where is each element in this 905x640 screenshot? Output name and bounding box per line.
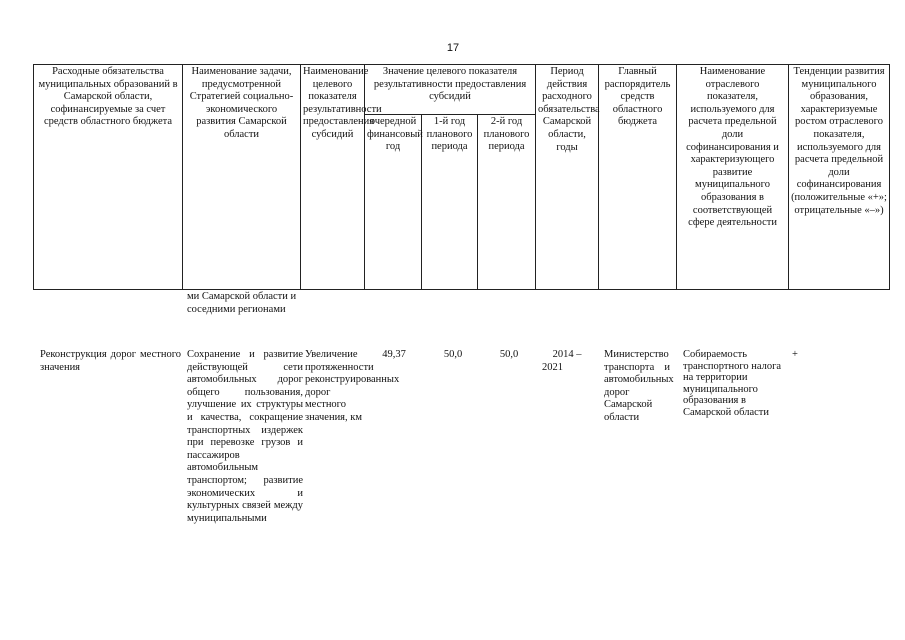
header-current-year: очередной финансовый год bbox=[365, 115, 422, 290]
header-budget-manager: Главный распорядитель средств областного бюджета bbox=[599, 65, 677, 290]
row-manager: Министерство транспорта и автомобильных дорог Самарской области bbox=[604, 349, 674, 423]
header-plan-year-2: 2-й год планового периода bbox=[478, 115, 536, 290]
header-indicator-values: Значение целевого показателя результативности предоставления субсидий bbox=[365, 65, 536, 115]
header-sector-indicator: Наименование отраслевого показателя, используемого для расчета предельной доли софинансирования и характеризующего развитие муниципального образования в соответствующей сфере деятельности bbox=[677, 65, 789, 290]
row-trend: + bbox=[792, 349, 798, 360]
table-header bbox=[33, 64, 890, 290]
row-value-plan1: 50,0 bbox=[443, 349, 463, 360]
header-strategy-task: Наименование задачи, предусмотренной Стратегией социально-экономического развития Самарской области bbox=[183, 65, 301, 290]
header-trend: Тенденции развития муниципального образования, характеризуемые ростом отраслевого показателя, используемого для расчета предельной доли софинансирования (положительные «+»; отрицательные «–») bbox=[789, 65, 890, 290]
row-period: 2014 – 2021 bbox=[542, 349, 582, 373]
header-indicator-name: Наименование целевого показателя результативности предоставления субсидий bbox=[301, 65, 365, 290]
row-value-plan2: 50,0 bbox=[499, 349, 519, 360]
row-indicator: Увеличение протяженности реконструированных дорог местного значения, км bbox=[305, 349, 400, 423]
page-number: 17 bbox=[446, 42, 460, 54]
continued-task-text: ми Самарской области и соседними регионами bbox=[187, 291, 297, 315]
row-obligation: Реконструкция дорог местного значения bbox=[40, 349, 181, 373]
row-sector-indicator: Собираемость транспортного налога на территории муниципального образования в Самарской области bbox=[683, 349, 782, 418]
header-obligations: Расходные обязательства муниципальных образований в Самарской области, софинансируемые за счет средств областного бюджета bbox=[34, 65, 183, 290]
header-period: Период действия расходного обязательства Самарской области, годы bbox=[536, 65, 599, 290]
row-value-current: 49,37 bbox=[382, 349, 406, 360]
row-task: Сохранение и развитие действующей сети автомобильных дорог общего пользования, улучшение их структуры и качества, сокращение транспортных издержек при перевозке грузов и пассажиров автомобильным транспортом; развитие экономических и культурных связей между муниципальными bbox=[187, 349, 303, 524]
header-plan-year-1: 1-й год планового периода bbox=[422, 115, 478, 290]
